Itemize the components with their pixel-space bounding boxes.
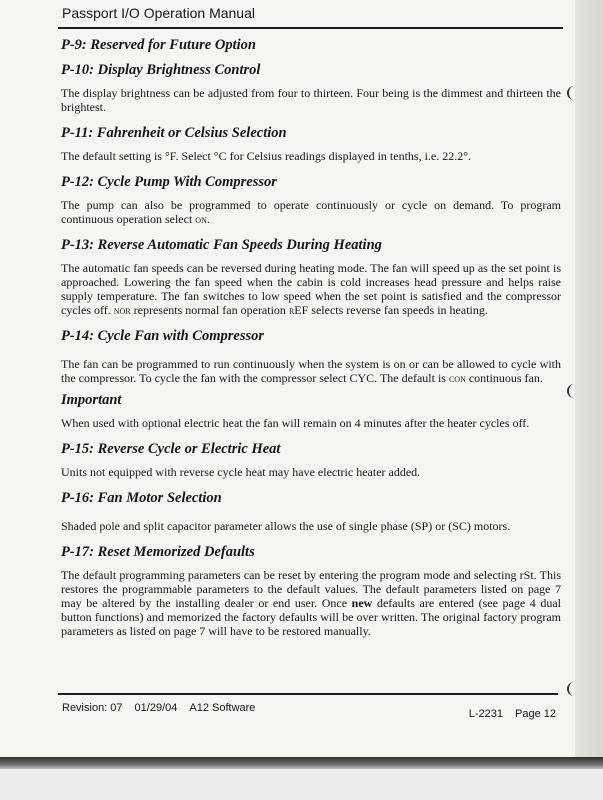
binding-hole-mark	[567, 682, 577, 696]
section-heading-important: Important	[61, 392, 122, 408]
footer-rule	[58, 693, 558, 695]
section-heading-p12: P-12: Cycle Pump With Compressor	[61, 174, 277, 190]
footer-date: 01/29/04	[134, 702, 178, 714]
page-edge	[575, 0, 603, 760]
section-heading-p16: P-16: Fan Motor Selection	[61, 490, 222, 506]
code-con: con	[448, 371, 466, 385]
section-body-p16: Shaded pole and split capacitor parameter allows the use of single phase (SP) or (SC) motors.	[61, 519, 511, 533]
section-body-p14: The fan can be programmed to run continuously when the system is on or can be allowed to cycle with the compressor. To cycle the fan with the compressor select CYC. The default is con continuous fan.	[61, 357, 561, 385]
footer-software: A12 Software	[189, 702, 256, 714]
section-heading-p17: P-17: Reset Memorized Defaults	[61, 544, 255, 560]
page-content	[61, 36, 561, 638]
manual-title: Passport I/O Operation Manual	[62, 5, 255, 21]
code-nor: nor	[113, 303, 131, 317]
section-heading-p10: P-10: Display Brightness Control	[61, 62, 261, 78]
code-on: on	[195, 212, 207, 226]
footer-page-number: Page 12	[515, 708, 556, 720]
section-heading-p14: P-14: Cycle Fan with Compressor	[61, 328, 265, 344]
code-ref: r	[288, 303, 295, 317]
footer-doc-number: L-2231	[468, 708, 504, 720]
section-body-p13: The automatic fan speeds can be reversed during heating mode. The fan will speed up as the set point is approached. Lowering the fan speed when the cabin is cold increases head pressure and helps raise supply temperature. The fan switches to low speed when the set point is satisfied and the compressor cycles off. nor represents normal fan operation rEF selects reverse fan speeds in heating.	[61, 261, 561, 317]
section-body-p15: Units not equipped with reverse cycle heat may have electric heater added.	[61, 465, 421, 479]
section-heading-p11: P-11: Fahrenheit or Celsius Selection	[61, 125, 287, 141]
section-body-p12: The pump can also be programmed to operate continuously or cycle on demand. To program continuous operation select on.	[61, 198, 561, 226]
binding-hole-mark	[567, 86, 577, 100]
section-body-p17: The default programming parameters can be reset by entering the program mode and selecting rSt. This restores the programmable parameters to the default values. The default parameters listed on page 7 may be altered by the installing dealer or end user. Once new defaults are entered (see page 4 dual button functions) and memorized the factory defaults will be over written. The original factory program parameters as listed on page 7 will have to be restored manually.	[61, 568, 562, 638]
section-body-important: When used with optional electric heat the fan will remain on 4 minutes after the heater cycles off.	[61, 416, 530, 430]
binding-hole-mark	[567, 384, 577, 398]
scan-bottom-band	[0, 769, 603, 800]
section-body-p10: The display brightness can be adjusted from four to thirteen. Four being is the dimmest and thirteen the brightest.	[61, 86, 561, 114]
section-body-p11: The default setting is °F. Select °C for Celsius readings displayed in tenths, i.e. 22.2°.	[61, 149, 472, 163]
scan-shadow	[0, 757, 603, 769]
footer-revision: Revision: 07	[62, 702, 123, 714]
section-heading-p9: P-9: Reserved for Future Option	[61, 37, 256, 53]
section-heading-p13: P-13: Reverse Automatic Fan Speeds During Heating	[61, 237, 382, 253]
header-rule	[58, 27, 563, 29]
section-heading-p15: P-15: Reverse Cycle or Electric Heat	[61, 441, 281, 457]
bold-new: new	[351, 596, 373, 610]
